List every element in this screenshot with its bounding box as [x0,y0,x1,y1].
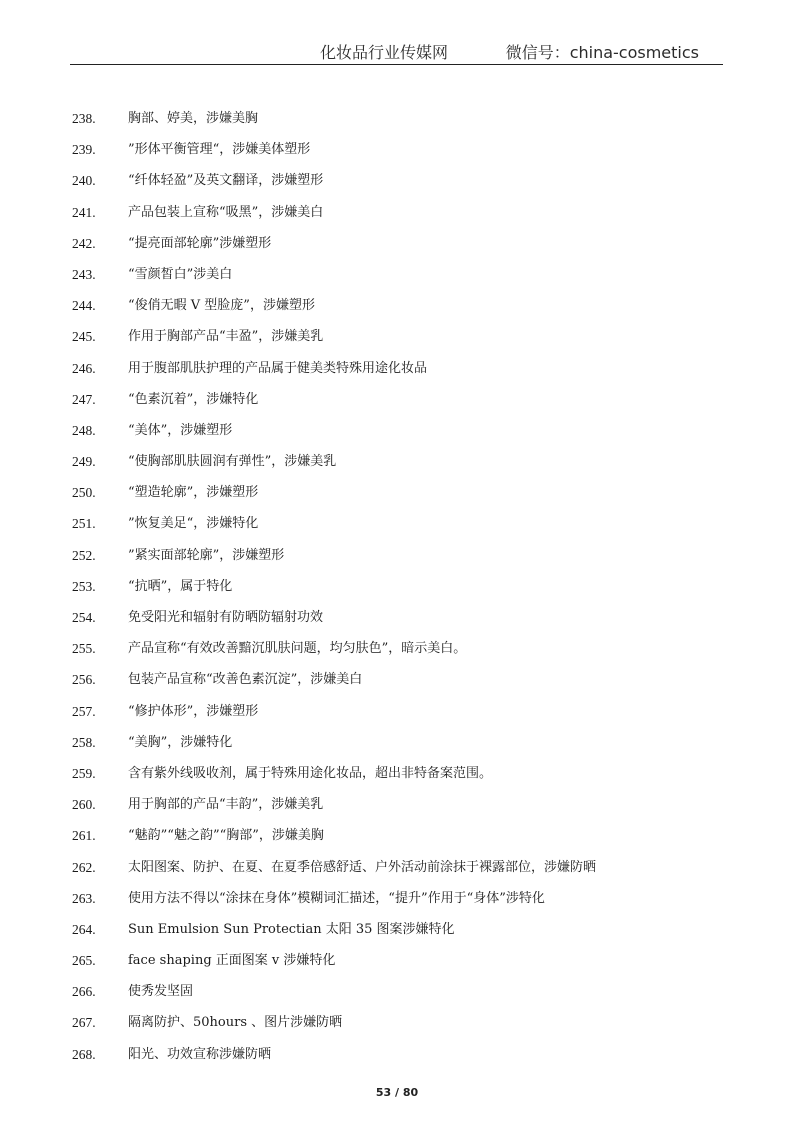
list-item [0,452,794,483]
list-item [0,951,794,982]
list-item [0,421,794,452]
list-item [0,764,794,795]
list-item [0,982,794,1013]
header-title: 化妆品行业传媒网 [320,43,449,62]
item-number: 258. [72,734,96,750]
item-text: Sun Emulsion Sun Protectian 太阳 35 图案涉嫌特化 [128,921,455,937]
item-number: 252. [72,547,96,563]
item-text: 包装产品宣称“改善色素沉淀”，涉嫌美白 [128,672,363,688]
page-header [70,36,723,65]
item-text: 使秀发坚固 [128,984,194,1000]
item-number: 260. [72,797,96,813]
item-text: ”形体平衡管理“，涉嫌美体塑形 [128,142,311,158]
list-item [0,327,794,358]
item-number: 242. [72,235,96,251]
list-item [0,265,794,296]
item-number: 243. [72,266,96,282]
list-item [0,639,794,670]
violation-list [0,109,794,1076]
list-item [0,359,794,390]
item-text: “美胸”，涉嫌特化 [128,734,233,750]
item-text: 太阳图案、防护、在夏、在夏季倍感舒适、户外活动前涂抹于裸露部位，涉嫌防晒 [128,859,597,875]
item-text: “色素沉着”，涉嫌特化 [128,391,259,407]
item-number: 241. [72,204,96,220]
item-number: 240. [72,173,96,189]
list-item [0,1013,794,1044]
item-text: “提亮面部轮廓”涉嫌塑形 [128,235,272,251]
item-text: “俊俏无暇 V 型脸庞”，涉嫌塑形 [128,298,315,314]
item-number: 253. [72,578,96,594]
item-text: 含有紫外线吸收剂，属于特殊用途化妆品，超出非特备案范围。 [128,765,493,781]
item-number: 255. [72,641,96,657]
item-text: “雪颜皙白”涉美白 [128,266,233,282]
page-number: 53 / 80 [375,1086,419,1099]
item-number: 239. [72,142,96,158]
item-number: 246. [72,360,96,376]
item-text: “纤体轻盈”及英文翻译，涉嫌塑形 [128,173,324,189]
item-text: 用于腹部肌肤护理的产品属于健美类特殊用途化妆品 [128,360,428,376]
item-number: 254. [72,610,96,625]
list-item [0,577,794,608]
list-item [0,1045,794,1076]
list-item [0,546,794,577]
item-text: face shaping 正面图案 v 涉嫌特化 [128,953,336,969]
list-item [0,109,794,140]
item-text: 使用方法不得以“涂抹在身体”模糊词汇描述，“提升”作用于“身体”涉特化 [128,890,545,906]
item-number: 257. [72,703,96,719]
item-text: ”紧实面部轮廓”，涉嫌塑形 [128,547,285,563]
list-item [0,733,794,764]
item-text: 阳光、功效宣称涉嫌防晒 [128,1046,272,1062]
item-number: 266. [72,984,96,1000]
item-number: 256. [72,672,96,688]
item-number: 245. [72,329,96,345]
list-item [0,140,794,171]
item-text: 胸部、婷美，涉嫌美胸 [128,111,259,126]
list-item [0,920,794,951]
item-number: 244. [72,298,96,314]
item-number: 251. [72,516,96,532]
item-number: 248. [72,422,96,438]
item-text: “使胸部肌肤圆润有弹性”，涉嫌美乳 [128,454,337,470]
item-text: ”恢复美足“，涉嫌特化 [128,516,259,532]
item-text: 免受阳光和辐射有防晒防辐射功效 [128,610,324,625]
item-number: 262. [72,859,96,875]
list-item [0,203,794,234]
list-item [0,171,794,202]
item-text: 产品包装上宣称“吸黑”，涉嫌美白 [128,204,324,220]
item-text: 用于胸部的产品“丰韵”，涉嫌美乳 [128,797,324,813]
list-item [0,889,794,920]
header-wechat-id: 微信号：china-cosmetics [505,43,699,62]
item-text: 产品宣称“有效改善黯沉肌肤问题，均匀肤色”，暗示美白。 [128,641,467,657]
list-item [0,608,794,639]
item-text: “魅韵”“魅之韵”“胸部”，涉嫌美胸 [128,828,324,844]
item-number: 261. [72,828,96,844]
item-number: 265. [72,953,96,969]
item-text: 隔离防护、50hours 、图片涉嫌防晒 [128,1015,343,1031]
item-number: 267. [72,1015,96,1031]
list-item [0,296,794,327]
item-number: 264. [72,921,96,937]
item-number: 247. [72,391,96,407]
item-text: 作用于胸部产品“丰盈”，涉嫌美乳 [128,329,324,345]
item-number: 249. [72,454,96,470]
item-number: 250. [72,485,96,501]
list-item [0,514,794,545]
item-text: “修护体形”，涉嫌塑形 [128,703,259,719]
list-item [0,702,794,733]
list-item [0,670,794,701]
item-text: “美体”，涉嫌塑形 [128,422,233,438]
item-number: 263. [72,890,96,906]
list-item [0,795,794,826]
item-text: “抗晒”，属于特化 [128,578,233,594]
list-item [0,390,794,421]
list-item [0,234,794,265]
item-number: 238. [72,111,96,126]
list-item [0,826,794,857]
item-text: “塑造轮廓”，涉嫌塑形 [128,485,259,501]
list-item [0,858,794,889]
item-number: 268. [72,1046,96,1062]
item-number: 259. [72,765,96,781]
list-item [0,483,794,514]
